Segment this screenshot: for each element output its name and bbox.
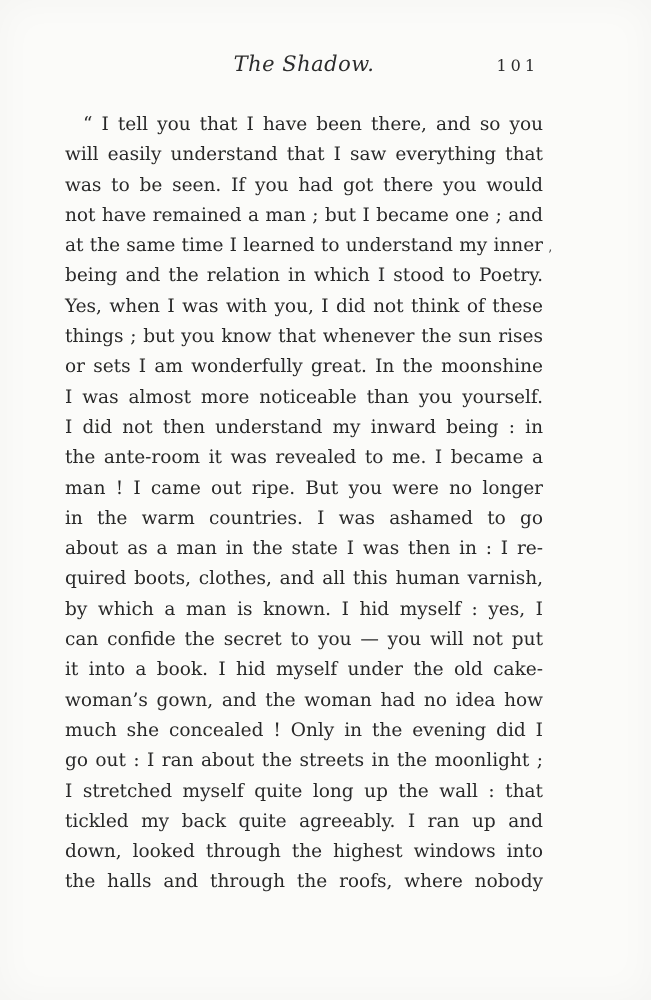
text-line: things ; but you know that whenever the sun rises	[65, 326, 543, 348]
text-line: the halls and through the roofs, where nobody	[65, 871, 543, 893]
text-line: I did not then understand my inward being : in	[65, 416, 543, 438]
text-line: was to be seen. If you had got there you would	[65, 174, 543, 196]
text-line: man ! I came out ripe. But you were no longer	[65, 477, 543, 499]
text-line: not have remained a man ; but I became one ; and	[65, 204, 543, 226]
text-line: by which a man is known. I hid myself : yes, I	[65, 598, 543, 620]
text-line: quired boots, clothes, and all this human varnish,	[65, 568, 543, 590]
text-line: or sets I am wonderfully great. In the moonshine	[65, 356, 543, 378]
page-header	[65, 52, 543, 82]
text-line: down, looked through the highest windows into	[65, 841, 543, 863]
text-line: being and the relation in which I stood to Poetry.	[65, 265, 543, 287]
text-line: in the warm countries. I was ashamed to go	[65, 507, 543, 529]
text-block	[65, 52, 553, 898]
stray-ink-mark: ’	[548, 248, 553, 263]
text-line: I was almost more noticeable than you yourself.	[65, 386, 543, 408]
running-title: The Shadow.	[233, 52, 375, 76]
text-line: “ I tell you that I have been there, and so you	[83, 114, 543, 135]
text-line: will easily understand that I saw everything that	[65, 144, 543, 166]
text-line: at the same time I learned to understand my inner	[65, 235, 543, 257]
paragraph	[65, 110, 543, 898]
page-number: 101	[496, 56, 539, 75]
text-line: tickled my back quite agreeably. I ran up and	[65, 810, 543, 832]
text-line: it into a book. I hid myself under the old cake-	[65, 659, 543, 681]
text-line: go out : I ran about the streets in the moonlight ;	[65, 750, 543, 772]
text-line: woman’s gown, and the woman had no idea how	[65, 689, 543, 711]
text-line: Yes, when I was with you, I did not think of these	[65, 295, 543, 317]
text-line: I stretched myself quite long up the wall : that	[65, 780, 543, 802]
text-line: can confide the secret to you — you will not put	[65, 629, 543, 651]
text-line: about as a man in the state I was then in : I re-	[65, 538, 543, 560]
text-line: the ante-room it was revealed to me. I became a	[65, 447, 543, 469]
text-line: much she concealed ! Only in the evening did I	[65, 719, 543, 741]
